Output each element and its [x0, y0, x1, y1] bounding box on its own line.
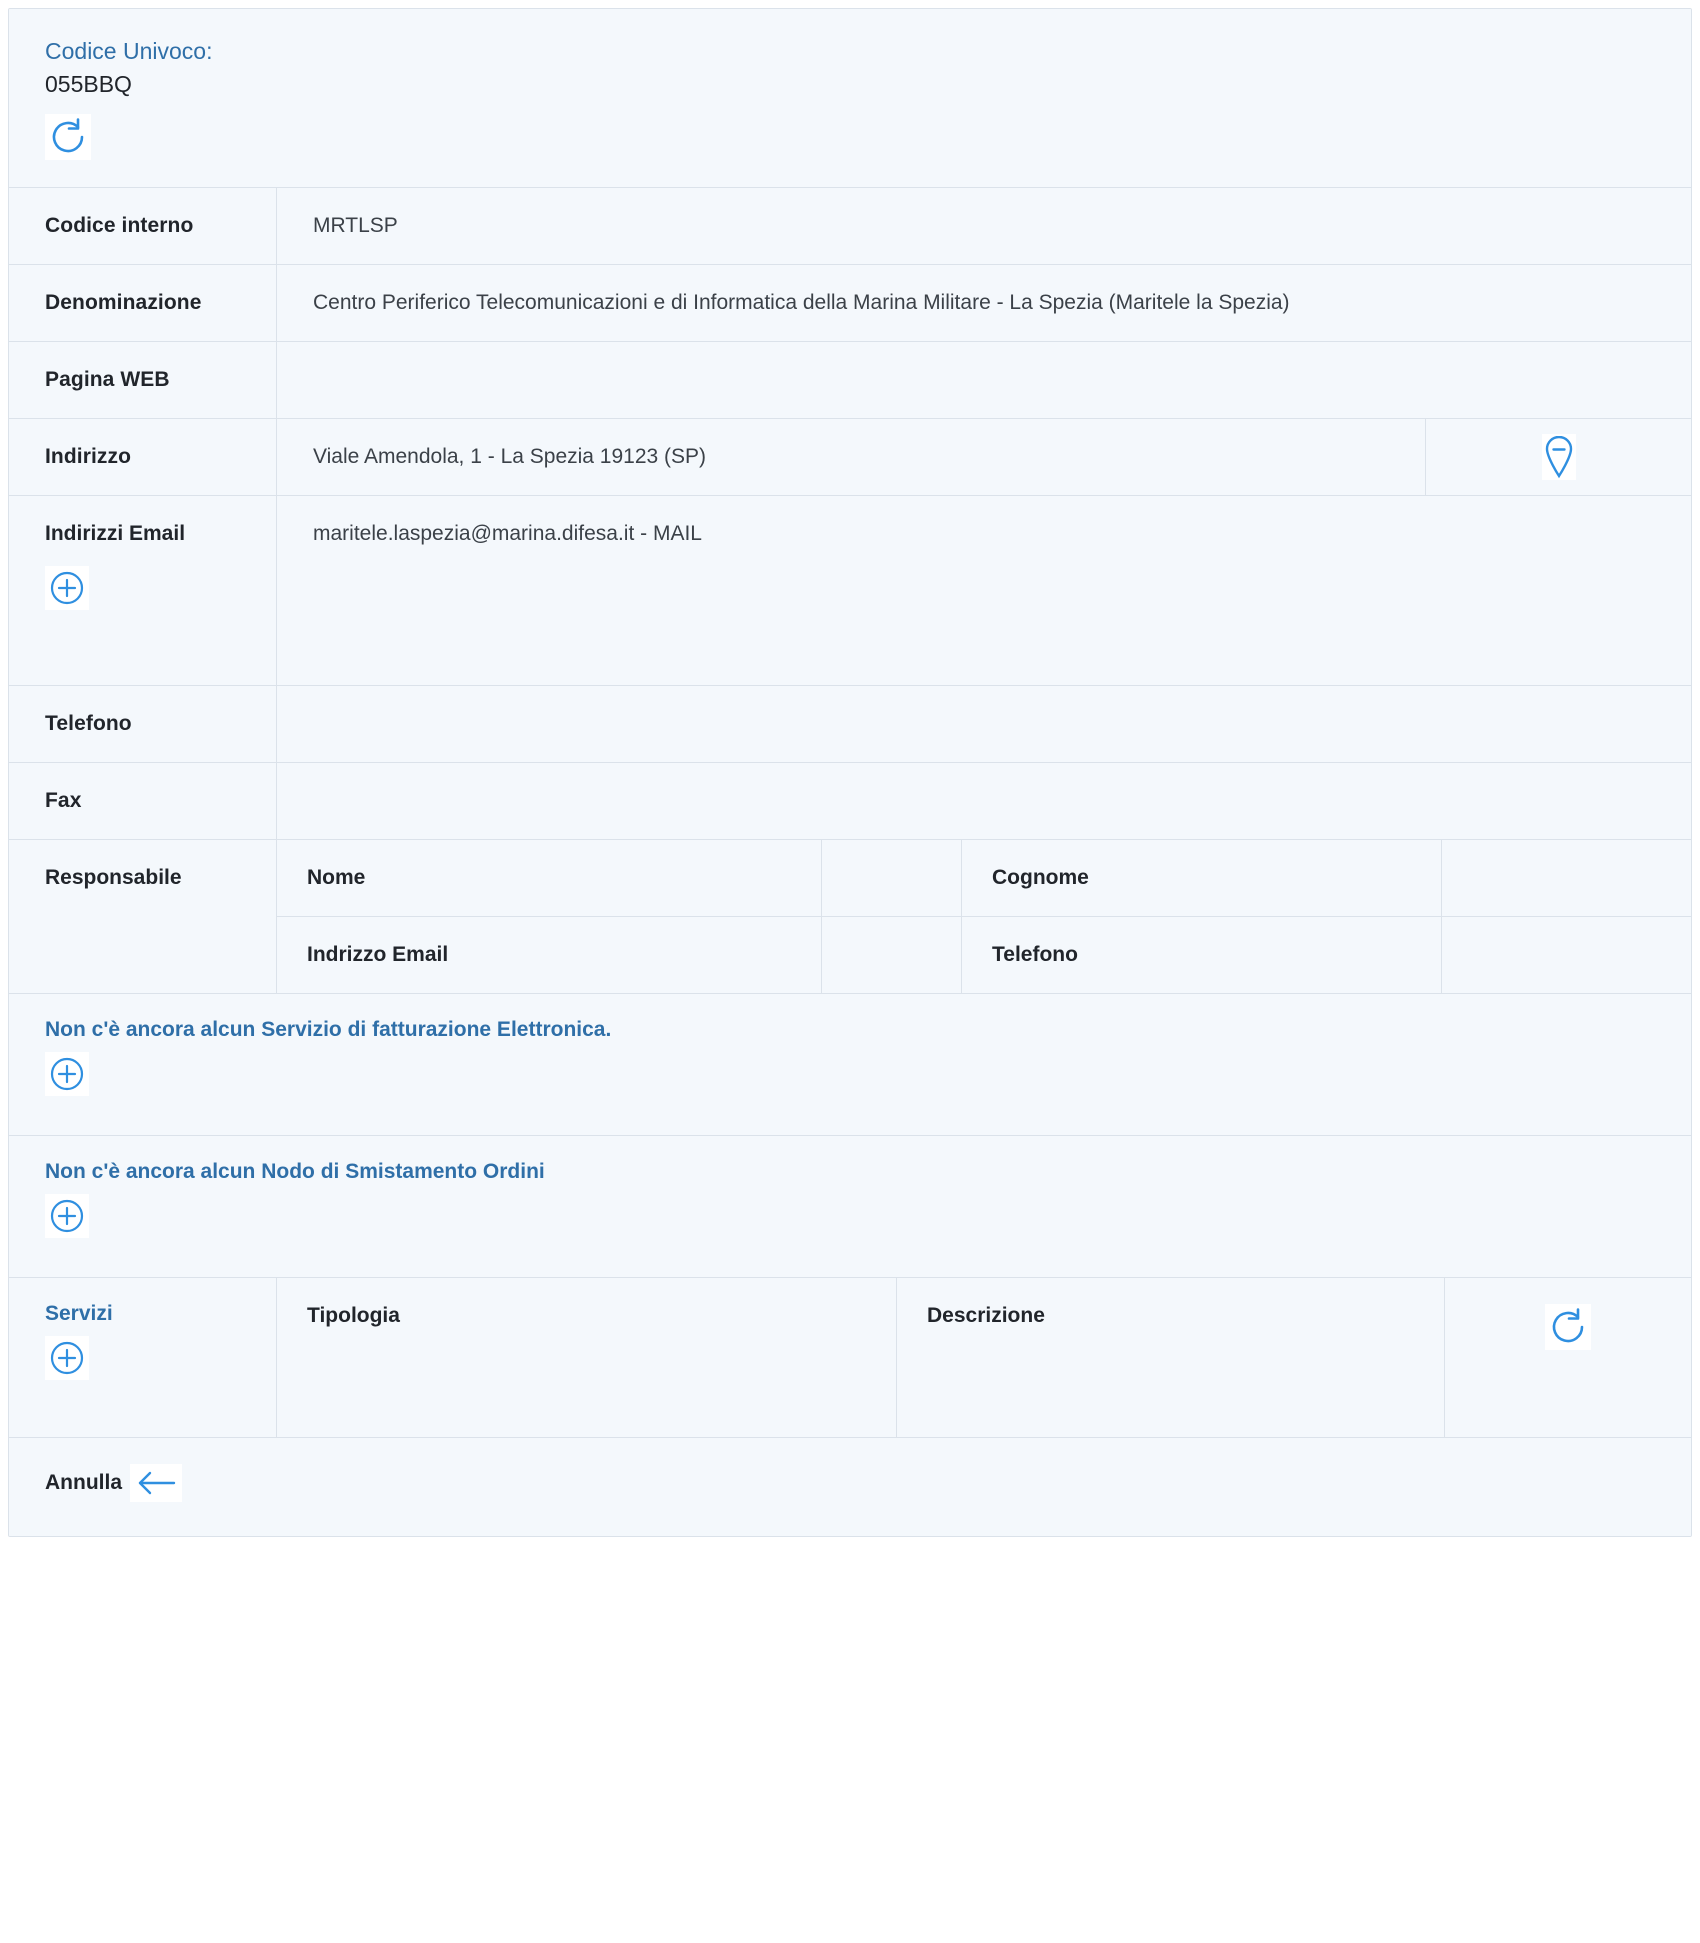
row-responsabile [9, 840, 1691, 994]
telefono-label: Telefono [9, 686, 277, 762]
fax-label: Fax [9, 763, 277, 839]
add-nodo-smistamento-button[interactable] [45, 1194, 89, 1238]
regenerate-codice-univoco-button[interactable] [45, 114, 91, 160]
add-email-button[interactable] [45, 566, 89, 610]
responsabile-nome-input[interactable] [822, 840, 962, 916]
notice-nodo-smistamento-ordini [9, 1136, 1691, 1278]
codice-univoco-value: 055BBQ [45, 70, 132, 97]
indirizzo-map-cell [1426, 419, 1691, 495]
footer-actions [9, 1438, 1691, 1536]
codice-interno-label: Codice interno [9, 188, 277, 264]
notice-fatturazione-text: Non c'è ancora alcun Servizio di fatturazione Elettronica. [45, 1018, 612, 1042]
plus-circle-icon [45, 566, 89, 610]
indirizzi-email-value[interactable]: maritele.laspezia@marina.difesa.it - MAIL [313, 522, 702, 546]
denominazione-label: Denominazione [9, 265, 277, 341]
plus-circle-icon [45, 1336, 89, 1380]
map-pin-button[interactable] [1542, 434, 1576, 480]
add-servizio-button[interactable] [45, 1336, 89, 1380]
refresh-icon [45, 114, 91, 160]
annulla-back-button[interactable] [130, 1464, 182, 1502]
row-telefono [9, 686, 1691, 763]
plus-circle-icon [45, 1194, 89, 1238]
indirizzi-email-label: Indirizzi Email [45, 522, 186, 546]
indirizzo-value[interactable]: Viale Amendola, 1 - La Spezia 19123 (SP) [277, 419, 1426, 495]
add-servizio-fatturazione-button[interactable] [45, 1052, 89, 1096]
plus-circle-icon [45, 1052, 89, 1096]
fax-value[interactable] [277, 763, 1691, 839]
denominazione-value[interactable]: Centro Periferico Telecomunicazioni e di Informatica della Marina Militare - La Spezia (Maritele la Spezia) [313, 291, 1290, 315]
codice-univoco-header [9, 9, 1691, 188]
row-pagina-web [9, 342, 1691, 419]
refresh-servizi-button[interactable] [1545, 1304, 1591, 1350]
row-indirizzi-email [9, 496, 1691, 686]
refresh-icon [1545, 1304, 1591, 1350]
responsabile-grid [277, 840, 1691, 993]
row-servizi [9, 1278, 1691, 1438]
pagina-web-label: Pagina WEB [9, 342, 277, 418]
codice-interno-value[interactable]: MRTLSP [313, 214, 398, 238]
annulla-label: Annulla [45, 1471, 122, 1495]
responsabile-cognome-label: Cognome [962, 840, 1442, 916]
row-denominazione [9, 265, 1691, 342]
responsabile-line-2 [277, 917, 1691, 993]
responsabile-nome-label: Nome [277, 840, 822, 916]
row-codice-interno [9, 188, 1691, 265]
row-fax [9, 763, 1691, 840]
notice-nodo-text: Non c'è ancora alcun Nodo di Smistamento Ordini [45, 1160, 545, 1184]
pagina-web-value[interactable] [277, 342, 1691, 418]
responsabile-cognome-input[interactable] [1442, 840, 1691, 916]
responsabile-label: Responsabile [9, 840, 277, 993]
arrow-left-icon [134, 1488, 178, 1503]
indirizzi-email-label-cell [9, 496, 277, 685]
notice-fatturazione-elettronica [9, 994, 1691, 1136]
row-indirizzo [9, 419, 1691, 496]
responsabile-email-label: Indrizzo Email [277, 917, 822, 993]
responsabile-line-1 [277, 840, 1691, 917]
servizi-label-cell [9, 1278, 277, 1437]
responsabile-telefono-label: Telefono [962, 917, 1442, 993]
servizi-label: Servizi [45, 1302, 113, 1326]
map-pin-icon [1542, 434, 1576, 480]
servizi-refresh-cell [1445, 1278, 1691, 1437]
servizi-descrizione-header: Descrizione [897, 1278, 1445, 1437]
responsabile-email-input[interactable] [822, 917, 962, 993]
servizi-tipologia-header: Tipologia [277, 1278, 897, 1437]
responsabile-telefono-input[interactable] [1442, 917, 1691, 993]
telefono-value[interactable] [277, 686, 1691, 762]
codice-univoco-label: Codice Univoco: [45, 38, 213, 64]
indirizzo-label: Indirizzo [9, 419, 277, 495]
ente-detail-panel [8, 8, 1692, 1537]
